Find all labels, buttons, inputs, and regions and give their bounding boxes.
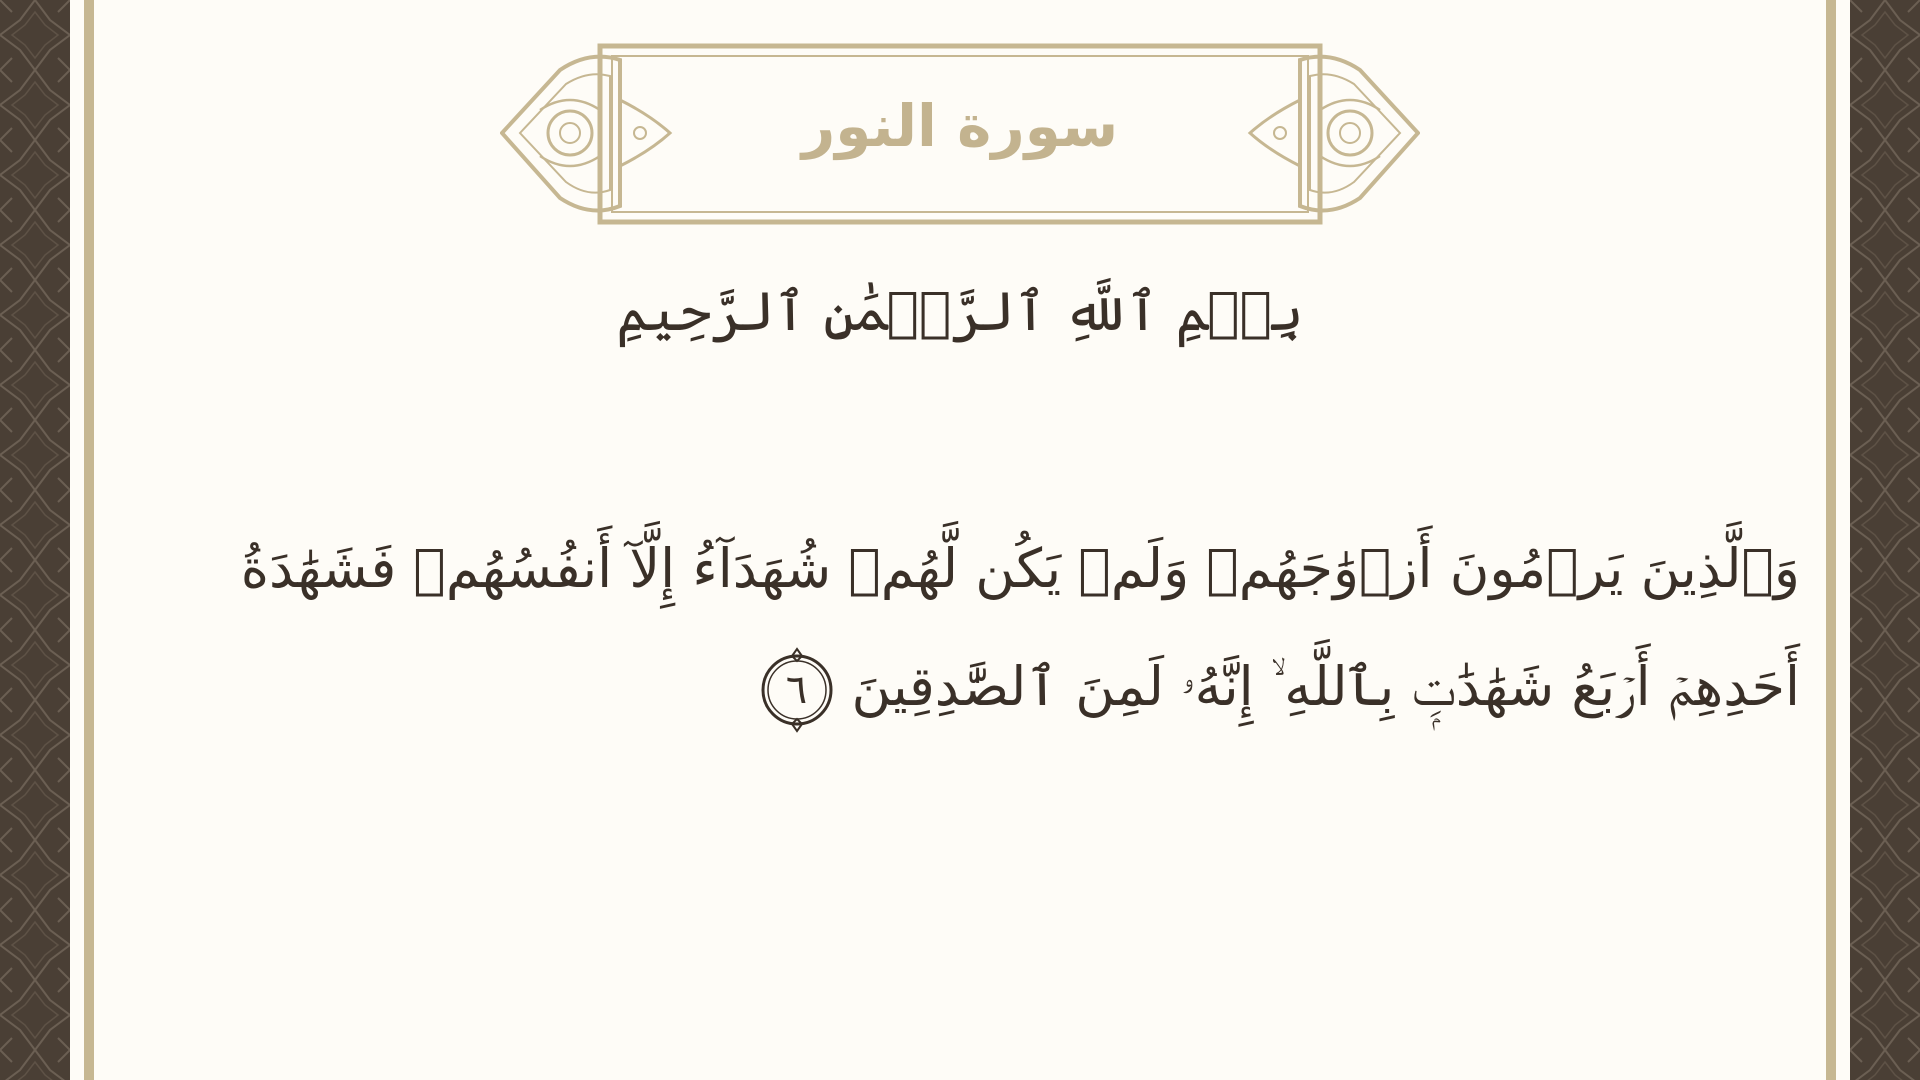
basmala: بِسۡمِ ٱللَّهِ ٱلرَّحۡمَٰنِ ٱلرَّحِيمِ	[616, 280, 1304, 343]
right-pattern-border	[1850, 0, 1920, 1080]
ayah-marker	[754, 647, 840, 733]
right-gold-rule	[1826, 0, 1836, 1080]
verse-text	[240, 510, 1800, 746]
ayah-number: ٦	[785, 667, 808, 714]
left-pattern-border	[0, 0, 70, 1080]
verse-line-2-text: أَحَدِهِمۡ أَرۡبَعُ شَهَٰدَٰتِۭ بِٱللَّهِ ۙ إِنَّهُۥ لَمِنَ ٱلصَّٰدِقِينَ	[851, 655, 1800, 718]
left-gold-rule	[84, 0, 94, 1080]
surah-title: سورة النور	[801, 92, 1119, 160]
verse-line-1: وَٱلَّذِينَ يَرۡمُونَ أَزۡوَٰجَهُمۡ وَلَمۡ يَكُن لَّهُمۡ شُهَدَآءُ إِلَّآ أَنفُسُهُمۡ فَشَهَٰدَةُ	[240, 537, 1800, 600]
surah-title-frame	[500, 40, 1420, 230]
verse-line-2	[300, 628, 1800, 746]
